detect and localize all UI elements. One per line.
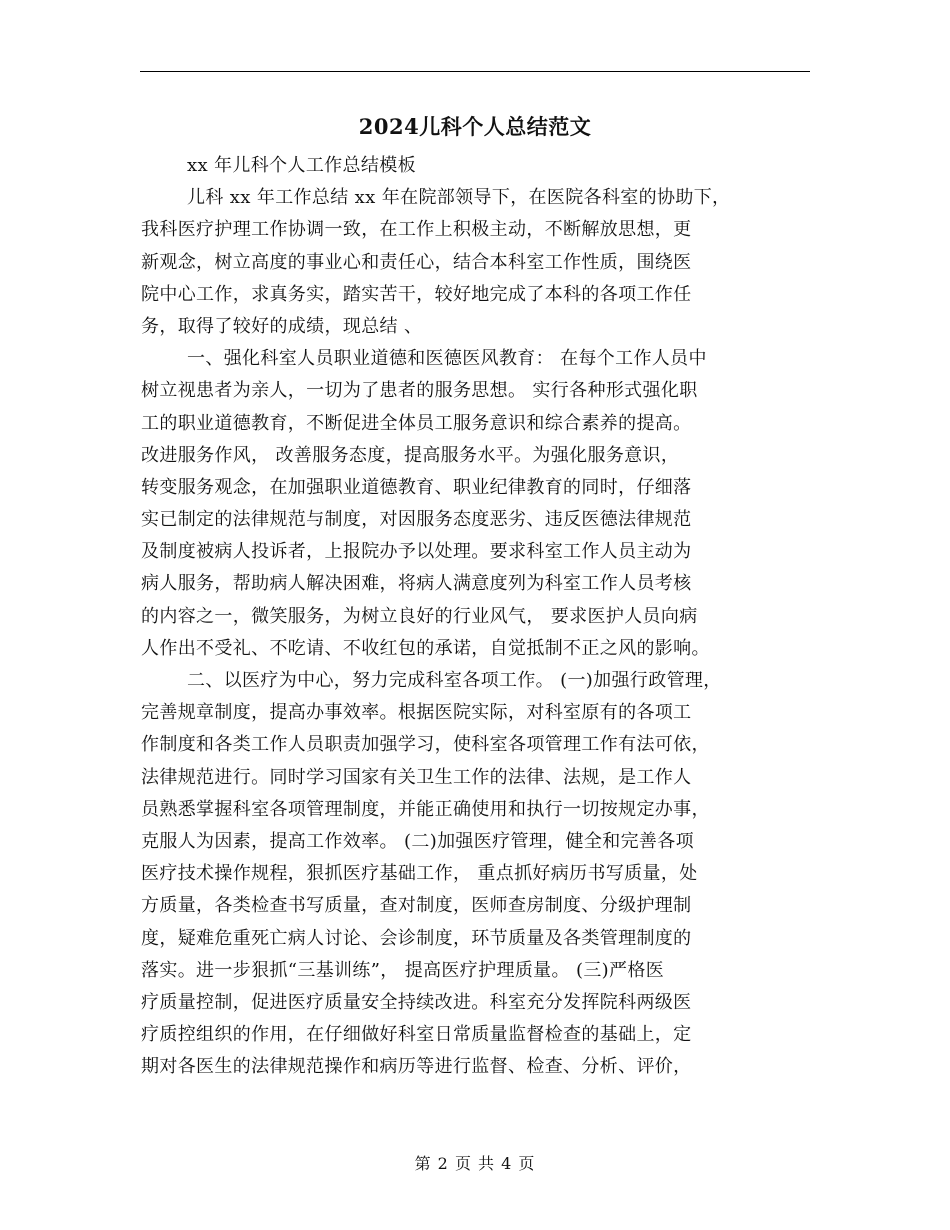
body-line: 落实。进一步狠抓“三基训练”， 提高医疗护理质量。 (三)严格医: [141, 959, 665, 981]
body-line: 人作出不受礼、不吃请、不收红包的承诺，自觉抵制不正之风的影响。: [141, 637, 710, 659]
document-body: [141, 150, 811, 1083]
body-line: 期对各医生的法律规范操作和病历等进行监督、检查、分析、评价，: [141, 1056, 692, 1078]
body-line: 转变服务观念，在加强职业道德教育、职业纪律教育的同时，仔细落: [141, 476, 692, 498]
body-line: 儿科 xx 年工作总结 xx 年在院部领导下，在医院各科室的协助下，: [187, 187, 731, 209]
body-line: 改进服务作风， 改善服务态度，提高服务水平。为强化服务意识，: [141, 444, 680, 466]
body-line: 一、强化科室人员职业道德和医德医风教育： 在每个工作人员中: [187, 348, 707, 370]
body-line: 医疗技术操作规程，狠抓医疗基础工作， 重点抓好病历书写质量，处: [141, 863, 698, 885]
body-line: 疗质量控制，促进医疗质量安全持续改进。科室充分发挥院科两级医: [141, 991, 692, 1013]
body-line: 法律规范进行。同时学习国家有关卫生工作的法律、法规，是工作人: [141, 766, 692, 788]
body-line: 新观念，树立高度的事业心和责任心，结合本科室工作性质，围绕医: [141, 251, 692, 273]
body-line: 的内容之一，微笑服务，为树立良好的行业风气， 要求医护人员向病: [141, 605, 698, 627]
body-line: 度，疑难危重死亡病人讨论、会诊制度，环节质量及各类管理制度的: [141, 927, 692, 949]
body-line: 疗质控组织的作用，在仔细做好科室日常质量监督检查的基础上，定: [141, 1024, 692, 1046]
body-line: 及制度被病人投诉者，上报院办予以处理。要求科室工作人员主动为: [141, 541, 692, 563]
body-line: 作制度和各类工作人员职责加强学习，使科室各项管理工作有法可依，: [141, 734, 710, 756]
body-line: 员熟悉掌握科室各项管理制度，并能正确使用和执行一切按规定办事，: [141, 798, 710, 820]
body-line: 务，取得了较好的成绩，现总结 、: [141, 315, 423, 337]
body-line: 我科医疗护理工作协调一致，在工作上积极主动，不断解放思想，更: [141, 219, 692, 241]
page-footer: 第 2 页 共 4 页: [414, 1154, 536, 1173]
body-line: 工的职业道德教育，不断促进全体员工服务意识和综合素养的提高。: [141, 412, 692, 434]
body-line: 病人服务，帮助病人解决困难，将病人满意度列为科室工作人员考核: [141, 573, 692, 595]
body-line: xx 年儿科个人工作总结模板: [187, 155, 416, 176]
body-line: 树立视患者为亲人，一切为了患者的服务思想。 实行各种形式强化职: [141, 380, 698, 402]
body-line: 二、以医疗为中心，努力完成科室各项工作。 (一)加强行政管理，: [187, 670, 722, 691]
body-line: 方质量，各类检查书写质量，查对制度，医师查房制度、分级护理制: [141, 895, 692, 917]
body-line: 完善规章制度，提高办事效率。根据医院实际，对科室原有的各项工: [141, 702, 692, 724]
body-line: 实已制定的法律规范与制度，对因服务态度恶劣、违反医德法律规范: [141, 509, 692, 531]
document-title: 2024儿科个人总结范文: [358, 114, 592, 139]
body-line: 院中心工作，求真务实，踏实苦干，较好地完成了本科的各项工作任: [141, 283, 692, 305]
body-line: 克服人为因素，提高工作效率。 (二)加强医疗管理，健全和完善各项: [141, 830, 694, 852]
header-rule: [140, 71, 810, 72]
